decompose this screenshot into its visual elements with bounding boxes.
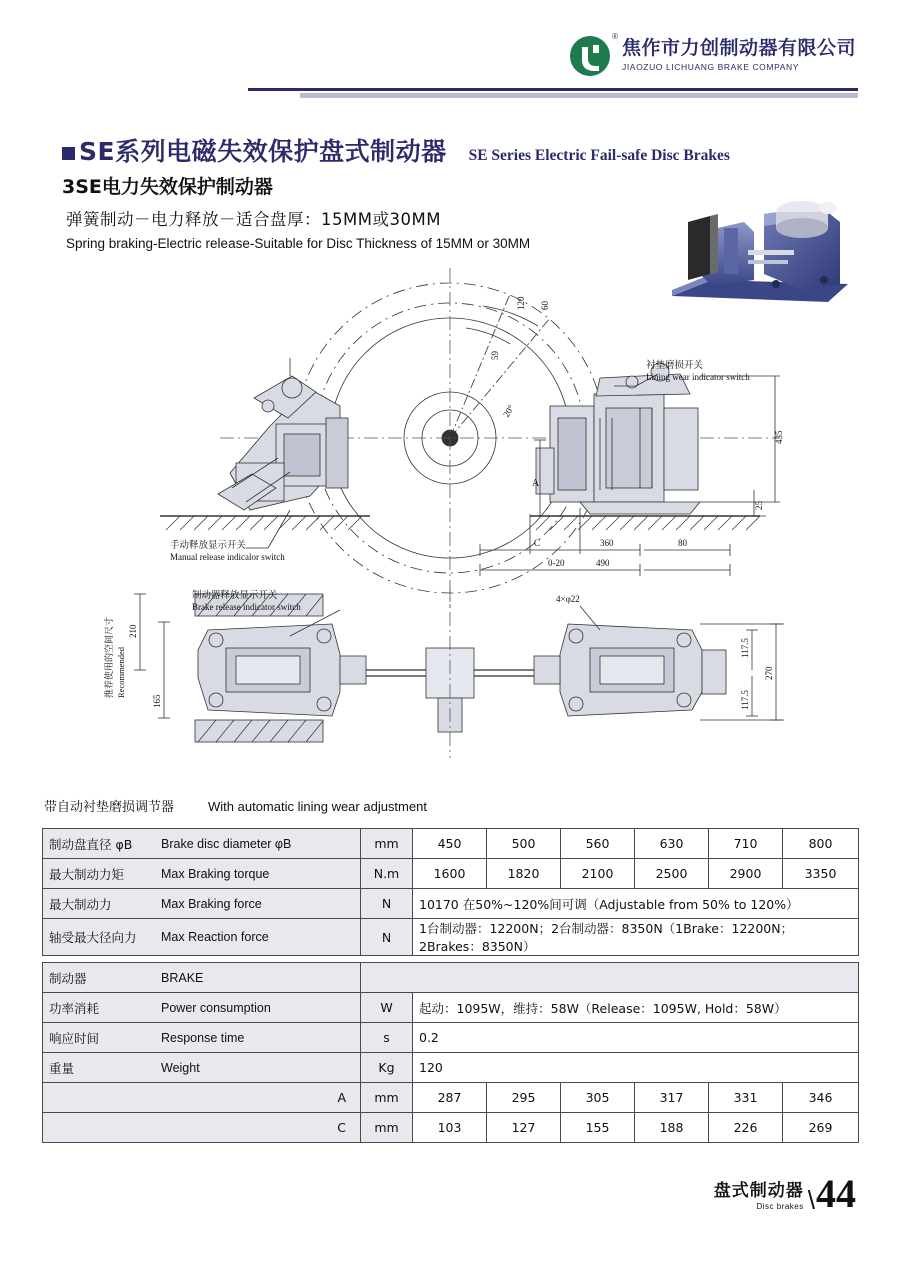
dim-C: C xyxy=(534,538,541,548)
label-lining-wear-cn: 衬垫磨损开关 xyxy=(646,360,704,371)
row-label-max-torque xyxy=(43,859,361,889)
page-subtitle-cn: 3SE电力失效保护制动器 xyxy=(62,176,273,198)
dim-A: A xyxy=(532,478,540,489)
row-label-cn: 重量 xyxy=(49,1060,75,1076)
drawing-caption-en: With automatic lining wear adjustment xyxy=(208,799,427,814)
dim-80: 80 xyxy=(678,538,687,548)
footer-section-en: Disc brakes xyxy=(756,1202,804,1211)
spec-table-main xyxy=(42,828,859,956)
dim-symbol-a: A xyxy=(43,1083,361,1113)
cell-value: 226 xyxy=(709,1113,783,1143)
row-unit: mm xyxy=(361,829,413,859)
label-recommended-en: Recommended xyxy=(116,647,126,698)
footer-slash: \ xyxy=(807,1185,815,1215)
label-recommended-cn: 推荐使用的空间尺寸 xyxy=(105,616,115,698)
bullet-square-icon xyxy=(62,147,75,160)
cell-value: 331 xyxy=(709,1083,783,1113)
row-label-cn: 轴受最大径向力 xyxy=(49,930,137,945)
cell-value: 800 xyxy=(783,829,859,859)
cell-value: 450 xyxy=(413,829,487,859)
row-unit: W xyxy=(361,993,413,1023)
row-label-disc-diameter xyxy=(43,829,361,859)
row-unit: Kg xyxy=(361,1053,413,1083)
row-unit: mm xyxy=(361,1113,413,1143)
cell-value: 630 xyxy=(635,829,709,859)
cell-value: 710 xyxy=(709,829,783,859)
cell-value: 127 xyxy=(487,1113,561,1143)
dim-59: 59 xyxy=(490,351,500,360)
cell-value: 103 xyxy=(413,1113,487,1143)
cell-value: 2900 xyxy=(709,859,783,889)
table-header-row xyxy=(43,963,859,993)
lc-monogram-logo-icon xyxy=(568,32,618,78)
registered-mark: ® xyxy=(612,32,618,41)
cell-value: 2500 xyxy=(635,859,709,889)
page-description-cn: 弹簧制动－电力释放－适合盘厚：15MM或30MM xyxy=(66,210,441,229)
table-row xyxy=(43,829,859,859)
dim-270: 270 xyxy=(764,666,774,680)
cell-value: 2100 xyxy=(561,859,635,889)
technical-drawing xyxy=(40,258,860,788)
row-label-en: Max Braking torque xyxy=(161,866,270,881)
row-unit: N.m xyxy=(361,859,413,889)
row-unit: N xyxy=(361,919,413,956)
row-label-en: Response time xyxy=(161,1030,245,1045)
table-row xyxy=(43,919,859,956)
cell-value: 317 xyxy=(635,1083,709,1113)
cell-value: 1820 xyxy=(487,859,561,889)
row-label-max-force xyxy=(43,889,361,919)
company-logo-block xyxy=(568,34,856,78)
dim-117-5-bottom: 117.5 xyxy=(740,690,750,710)
cell-value: 287 xyxy=(413,1083,487,1113)
dim-165: 165 xyxy=(152,694,162,708)
page-title-en: SE Series Electric Fail-safe Disc Brakes xyxy=(468,147,730,164)
page-description-en: Spring braking-Electric release-Suitable for Disc Thickness of 15MM or 30MM xyxy=(66,236,531,251)
row-label-en: Brake disc diameter φB xyxy=(161,836,292,851)
row-label-response-time xyxy=(43,1023,361,1053)
cell-value: 305 xyxy=(561,1083,635,1113)
cell-value: 269 xyxy=(783,1113,859,1143)
label-lining-wear-en: Lining wear indicator switch xyxy=(646,372,750,382)
table-row xyxy=(43,1083,859,1113)
label-manual-release-cn: 手动释放显示开关 xyxy=(170,540,247,551)
row-label-cn: 响应时间 xyxy=(49,1030,100,1046)
cell-value: 1600 xyxy=(413,859,487,889)
row-label-cn: 制动器 xyxy=(49,970,87,986)
row-label-en: Max Braking force xyxy=(161,896,262,911)
row-label-cn: 最大制动力矩 xyxy=(49,866,125,882)
dim-435: 435 xyxy=(774,430,784,444)
dim-20deg: 20° xyxy=(501,403,517,419)
cell-value: 346 xyxy=(783,1083,859,1113)
row-label-power xyxy=(43,993,361,1023)
table-row xyxy=(43,859,859,889)
page-header xyxy=(0,0,900,108)
row-label-en: Max Reaction force xyxy=(161,930,269,944)
row-unit: mm xyxy=(361,1083,413,1113)
footer-section-cn: 盘式制动器 xyxy=(713,1181,804,1201)
dim-0-20: 0-20 xyxy=(548,558,565,568)
row-label-cn: 制动盘直径 φB xyxy=(49,836,133,852)
row-label-weight xyxy=(43,1053,361,1083)
label-manual-release-en: Manual release indicalor switch xyxy=(170,552,285,562)
table-row xyxy=(43,889,859,919)
cell-value-span: 10170 在50%~120%间可调（Adjustable from 50% to 120%） xyxy=(413,889,859,919)
brake-header-blank xyxy=(361,963,859,993)
dim-symbol-c: C xyxy=(43,1113,361,1143)
row-label-en: Power consumption xyxy=(161,1000,271,1015)
cell-value-span: 1台制动器：12200N；2台制动器：8350N（1Brake：12200N；2Brakes：8350N） xyxy=(413,919,859,956)
label-brake-release-en: Brake release indicator switch xyxy=(192,602,301,612)
dim-360: 360 xyxy=(600,538,614,548)
cell-value-span: 起动：1095W，维持：58W（Release：1095W, Hold：58W） xyxy=(413,993,859,1023)
page-footer xyxy=(713,1170,856,1216)
cell-value: 155 xyxy=(561,1113,635,1143)
company-name-cn: 焦作市力创制动器有限公司 xyxy=(621,38,856,60)
table-row xyxy=(43,993,859,1023)
brake-header-label xyxy=(43,963,361,993)
header-rule-light xyxy=(300,93,858,98)
dim-120: 120 xyxy=(516,296,526,310)
cell-value: 3350 xyxy=(783,859,859,889)
company-name-en: JIAOZUO LICHUANG BRAKE COMPANY xyxy=(621,62,799,73)
spec-table-brake xyxy=(42,962,859,1143)
table-row xyxy=(43,1053,859,1083)
page-title-cn: SE系列电磁失效保护盘式制动器 xyxy=(79,137,447,166)
row-label-en: BRAKE xyxy=(161,970,204,985)
dim-25: 25 xyxy=(754,501,764,510)
table-row xyxy=(43,1023,859,1053)
row-label-cn: 最大制动力 xyxy=(49,896,112,912)
page-number: 44 xyxy=(816,1170,856,1216)
table-row xyxy=(43,1113,859,1143)
drawing-caption-cn: 带自动衬垫磨损调节器 xyxy=(44,800,175,815)
cell-value: 188 xyxy=(635,1113,709,1143)
cell-value: 295 xyxy=(487,1083,561,1113)
row-label-reaction-force xyxy=(43,919,361,956)
label-brake-release-cn: 制动器释放显示开关 xyxy=(192,590,278,601)
label-hole-spec: 4×φ22 xyxy=(556,594,580,604)
page-title-row xyxy=(62,132,858,168)
dim-490: 490 xyxy=(596,558,610,568)
row-unit: s xyxy=(361,1023,413,1053)
cell-value-span: 120 xyxy=(413,1053,859,1083)
row-label-cn: 功率消耗 xyxy=(49,1000,100,1016)
cell-value-span: 0.2 xyxy=(413,1023,859,1053)
dim-117-5-top: 117.5 xyxy=(740,638,750,658)
cell-value: 500 xyxy=(487,829,561,859)
dim-210: 210 xyxy=(128,624,138,638)
row-label-en: Weight xyxy=(161,1060,200,1075)
dim-60: 60 xyxy=(540,301,550,310)
cell-value: 560 xyxy=(561,829,635,859)
row-unit: N xyxy=(361,889,413,919)
drawing-caption xyxy=(44,796,427,815)
header-rule-dark xyxy=(248,88,858,91)
